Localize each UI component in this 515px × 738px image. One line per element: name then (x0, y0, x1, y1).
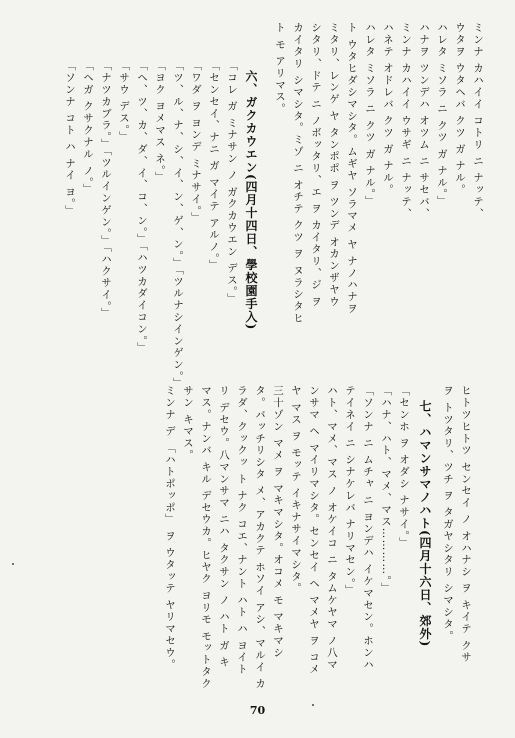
text-column: 「ツ、ル、ナ、シ、イ、ン、ゲ、ン。」「ツルナシインゲン。」 (172, 60, 184, 390)
text-column: ラダ、クックッ ト ナク コエ、ナント ハト ハ ヨイト (236, 385, 248, 676)
text-column: ミンナ カハイイ コトリ ニ ナッテ、 (472, 22, 484, 220)
text-column: ヤ マス ヲ モッテ イキナサイマシタ。 (290, 385, 302, 595)
text-column: 三十ゾン マメ ヲ マキマシタ。オコメ モ マキマシ (272, 385, 284, 659)
text-column: ハネテ オドレバ クツ ガ ナル。 (382, 22, 394, 196)
text-column: 「ソンナ コト ハ ナイ ヨ。」 (64, 60, 76, 217)
text-column: 「ヨク ヨメマス ネ。」 (154, 60, 166, 184)
text-column: ハト、マメ、マス ノ オケイコ ニ タムケヤマ ノ八マ (326, 385, 338, 671)
text-column: リ デセウ。八マンサマ ニハ タクサン ノ ハト ガ キ (218, 385, 230, 669)
text-column: シタリ、ドテ ニ ノボッタリ、エ ヲ カイタリ、ジ ヲ (310, 22, 322, 308)
text-column: ハナヲ ツンデハ オツム ニ サセバ、 (418, 22, 430, 220)
section-heading-7: 七、ハマンサマノハト(四月十六日、郊外) (418, 400, 432, 648)
text-column: マス。ナンバ キル デセウカ。ヒヤク ヨリモ モットタク (200, 385, 212, 690)
text-column: 「サウ デス。」 (118, 60, 130, 143)
text-column: 「ヘ、ツ、カ、ダ、イ、コ、ン。」「ハツカダイコン。」 (136, 60, 148, 354)
text-column: ミンナ カハイイ ウサギ ニ ナッテ、 (400, 22, 412, 220)
text-column: 「ソンナ ニ ムチャ ニ ヨンデハ イケマセン。ホンハ (362, 385, 374, 671)
song-passage-block (272, 22, 485, 324)
text-column: カイタリ シマシタ。ミゾ ニ オチテ クツ ヲ ヌラシタヒ (292, 22, 304, 325)
text-column: 「コレ ガ ミナサン ノ ガクカウエン デス。」 (226, 60, 238, 305)
text-column: ヒトツヒトツ センセイ ノ オハナシ ヲ キイテ クサ (460, 385, 472, 664)
text-column: 「センセイ、ナニ ガ マイテ アルノ。」 (208, 60, 220, 272)
text-column: 「ハナ、ハト、マメ、マス…………。」 (380, 385, 392, 594)
text-column: タ。バッチリシタ メ、アカクテ ホソイ アシ、マルイ カ (254, 385, 266, 690)
text-column: 「ワダ ヲ ヨンデ ミナサイ。」 (190, 60, 202, 224)
text-column: ミンナ デ 「ハトポッポ」 ヲ ウタッテ ヤリマセウ。 (164, 385, 176, 671)
section-heading-6: 六、ガクカウエン(四月十四日、學校園手入) (244, 70, 258, 331)
garden-closing-block (440, 385, 473, 663)
text-column: ヲ トツタリ、ツチ ヲ タガヤシタリ シマシタ。 (442, 385, 454, 642)
text-column: ンサマ ヘ マイリマシタ。センセイ ヘ マメヤ ヲ コメ (308, 385, 320, 676)
text-column: ウタヲ ウタヘバ クツ ガ ナル。 (454, 22, 466, 196)
print-speck (12, 563, 14, 565)
text-column: 「ヘガ クサクナル ノ。」 (82, 60, 94, 196)
page-number: 70 (249, 704, 266, 717)
text-column: ハレタ ミソラ ニ クツ ガ ナル。」 (436, 22, 448, 208)
text-column: 「センホ ヲ オダシ ナサイ。」 (398, 385, 410, 549)
text-column: ト ウタヒダシマシタ。ムギヤ ソラマメ ヤ ナノハナヲ (346, 22, 358, 315)
text-column: 「ナツカブラ。」「ツルインゲン。」「ハクサイ。」 (100, 60, 112, 320)
text-column: ミタリ、レンゲ ヤ タンポポ ヲ ツンデ オカンザヤウ (328, 22, 340, 308)
text-column: テイネイ ニ シナケレバ ナリマセン。」 (344, 385, 356, 597)
text-column: サン キマス。 (182, 385, 194, 462)
school-garden-dialogue-block (62, 60, 239, 389)
text-column: ト モ アリマス。 (274, 22, 286, 115)
text-column: ハレタ ミソラ ニ クツ ガ ナル。」 (364, 22, 376, 208)
hachiman-shrine-passage-block (162, 385, 411, 690)
